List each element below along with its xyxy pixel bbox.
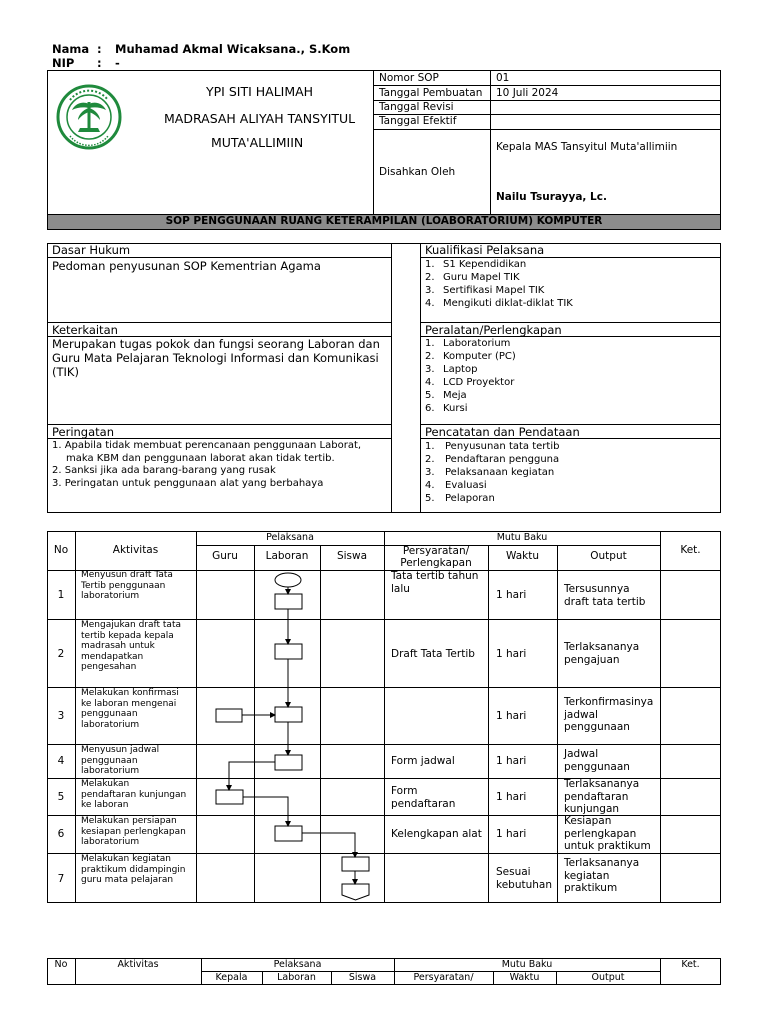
row-persyaratan: Draft Tata Tertib bbox=[391, 648, 475, 660]
nama-colon: : bbox=[97, 42, 102, 56]
col-no: No bbox=[53, 544, 69, 556]
row-persyaratan: Form pendaftaran bbox=[391, 785, 456, 810]
col-laboran: Laboran bbox=[265, 550, 309, 562]
col-ket: Ket. bbox=[680, 544, 701, 556]
dasar-hukum-title: Dasar Hukum bbox=[52, 243, 131, 257]
school-name-line1: MADRASAH ALIYAH TANSYITUL bbox=[164, 111, 356, 126]
list-item: 4. Evaluasi bbox=[425, 480, 487, 491]
list-item: maka KBM dan penggunaan laborat akan tidak tertib. bbox=[66, 452, 335, 464]
list-item: 3. Pelaksanaan kegiatan bbox=[425, 467, 555, 478]
col-waktu: Waktu bbox=[506, 550, 539, 562]
tanggal-efektif-label: Tanggal Efektif bbox=[379, 115, 457, 127]
col-guru: Guru bbox=[212, 550, 238, 562]
tanggal-pembuatan-label: Tanggal Pembuatan bbox=[379, 87, 483, 99]
row-no: 4 bbox=[57, 755, 65, 767]
col-siswa-2: Siswa bbox=[348, 972, 377, 983]
col-pelaksana-2: Pelaksana bbox=[273, 959, 322, 970]
col-laboran-2: Laboran bbox=[277, 972, 316, 983]
list-item: 2. Sanksi jika ada barang-barang yang rusak bbox=[52, 465, 276, 476]
list-item: 5. Meja bbox=[425, 390, 467, 401]
nomor-sop-label: Nomor SOP bbox=[379, 72, 439, 84]
row-persyaratan: Kelengkapan alat bbox=[391, 828, 482, 840]
row-aktivitas: Menyusun draft Tata Tertib penggunaan laboratorium bbox=[81, 570, 173, 601]
row-aktivitas: Melakukan konfirmasi ke laboran mengenai penggunaan laboratorium bbox=[81, 688, 179, 730]
nip-value: - bbox=[115, 56, 120, 70]
row-waktu: Sesuai kebutuhan bbox=[496, 866, 553, 891]
approver-name: Nailu Tsurayya, Lc. bbox=[496, 191, 607, 203]
row-aktivitas: Melakukan persiapan kesiapan perlengkapan laboratorium bbox=[81, 816, 186, 847]
list-item: 1. Laboratorium bbox=[425, 338, 511, 349]
start-terminator bbox=[275, 573, 301, 587]
row-waktu: 1 hari bbox=[496, 828, 527, 840]
keterkaitan-line1: Merupakan tugas pokok dan fungsi seorang Laboran dan bbox=[52, 337, 380, 351]
disahkan-label: Disahkan Oleh bbox=[379, 166, 456, 178]
row-no: 1 bbox=[57, 589, 65, 601]
col-aktivitas-2: Aktivitas bbox=[117, 959, 159, 970]
pencatatan-title: Pencatatan dan Pendataan bbox=[425, 425, 580, 439]
nama-value: Muhamad Akmal Wicaksana., S.Kom bbox=[115, 42, 351, 56]
process-box bbox=[275, 826, 302, 841]
row-output: Terlaksananya kegiatan praktikum bbox=[564, 857, 640, 894]
list-item: 1. Penyusunan tata tertib bbox=[425, 441, 560, 452]
tanggal-revisi-label: Tanggal Revisi bbox=[379, 101, 454, 113]
row-output: Terlaksananya pendaftaran kunjungan bbox=[564, 778, 640, 815]
process-box bbox=[275, 644, 302, 659]
col-ket-2: Ket. bbox=[681, 959, 700, 970]
approver-title: Kepala MAS Tansyitul Muta'allimiin bbox=[496, 141, 678, 153]
col-persyaratan: Persyaratan/ Perlengkapan bbox=[400, 545, 472, 569]
process-box bbox=[275, 755, 302, 770]
nip-label: NIP bbox=[52, 56, 75, 70]
row-aktivitas: Menyusun jadwal penggunaan laboratorium bbox=[81, 745, 160, 776]
flow-arrow bbox=[229, 762, 275, 790]
row-aktivitas: Melakukan kegiatan praktikum didampingin guru mata pelajaran bbox=[81, 854, 186, 885]
foundation-name: YPI SITI HALIMAH bbox=[206, 84, 314, 99]
row-aktivitas: Mengajukan draft tata tertib kepada kepala madrasah untuk mendapatkan pengesahan bbox=[81, 620, 181, 672]
row-output: Tersusunnya draft tata tertib bbox=[564, 583, 646, 608]
process-box bbox=[216, 709, 242, 722]
row-waktu: 1 hari bbox=[496, 648, 527, 660]
process-box bbox=[275, 707, 302, 722]
row-waktu: 1 hari bbox=[496, 755, 527, 767]
peringatan-title: Peringatan bbox=[52, 425, 115, 439]
tanggal-pembuatan-value: 10 Juli 2024 bbox=[496, 87, 559, 99]
col-kepala-2: Kepala bbox=[215, 972, 248, 983]
process-box bbox=[342, 857, 369, 871]
list-item: 2. Komputer (PC) bbox=[425, 351, 516, 362]
col-output: Output bbox=[590, 550, 627, 562]
end-connector bbox=[342, 884, 369, 900]
row-output: Terlaksananya pengajuan bbox=[564, 641, 640, 666]
col-aktivitas: Aktivitas bbox=[112, 544, 159, 556]
list-item: 4. LCD Proyektor bbox=[425, 377, 515, 388]
flow-arrow bbox=[243, 797, 288, 826]
row-waktu: 1 hari bbox=[496, 589, 527, 601]
row-aktivitas: Melakukan pendaftaran kunjungan ke laboran bbox=[81, 779, 187, 810]
col-pelaksana: Pelaksana bbox=[266, 532, 314, 543]
row-output: Kesiapan perlengkapan untuk praktikum bbox=[564, 815, 651, 852]
flow-arrow bbox=[302, 833, 355, 857]
list-item: 3. Laptop bbox=[425, 364, 478, 375]
row-persyaratan: Form jadwal bbox=[391, 755, 455, 767]
row-output: Terkonfirmasinya jadwal penggunaan bbox=[564, 696, 654, 733]
sop-title: SOP PENGGUNAAN RUANG KETERAMPILAN (LOABORATORIUM) KOMPUTER bbox=[165, 215, 603, 227]
list-item: 2. Guru Mapel TIK bbox=[425, 272, 520, 283]
row-no: 5 bbox=[57, 791, 65, 803]
list-item: 3. Peringatan untuk penggunaan alat yang berbahaya bbox=[52, 477, 324, 489]
row-no: 2 bbox=[57, 648, 65, 660]
row-persyaratan: Tata tertib tahun lalu bbox=[391, 570, 479, 595]
col-mutu-baku: Mutu Baku bbox=[496, 532, 548, 543]
row-no: 7 bbox=[57, 873, 65, 885]
row-waktu: 1 hari bbox=[496, 791, 527, 803]
row-output: Jadwal penggunaan bbox=[564, 748, 630, 773]
list-item: 1. S1 Kependidikan bbox=[425, 259, 527, 270]
col-no-2: No bbox=[54, 959, 68, 970]
col-mutu-baku-2: Mutu Baku bbox=[501, 959, 553, 970]
peralatan-title: Peralatan/Perlengkapan bbox=[425, 323, 562, 337]
list-item: 1. Apabila tidak membuat perencanaan penggunaan Laborat, bbox=[52, 440, 362, 451]
keterkaitan-line2: Guru Mata Pelajaran Teknologi Informasi dan Komunikasi bbox=[52, 351, 379, 365]
dasar-hukum-text: Pedoman penyusunan SOP Kementrian Agama bbox=[52, 259, 321, 273]
col-siswa: Siswa bbox=[336, 550, 368, 562]
nomor-sop-value: 01 bbox=[496, 72, 510, 84]
keterkaitan-title: Keterkaitan bbox=[52, 323, 118, 337]
list-item: 2. Pendaftaran pengguna bbox=[425, 454, 560, 465]
nama-label: Nama bbox=[52, 42, 90, 56]
process-box bbox=[275, 594, 302, 609]
nip-colon: : bbox=[97, 56, 102, 70]
row-waktu: 1 hari bbox=[496, 710, 527, 722]
kualifikasi-title: Kualifikasi Pelaksana bbox=[425, 243, 545, 257]
row-no: 3 bbox=[57, 710, 65, 722]
col-waktu-2: Waktu bbox=[509, 972, 540, 983]
process-box bbox=[216, 790, 243, 804]
row-no: 6 bbox=[57, 828, 65, 840]
keterkaitan-line3: (TIK) bbox=[52, 365, 79, 379]
list-item: 6. Kursi bbox=[425, 403, 468, 414]
school-name-line2: MUTA'ALLIMIIN bbox=[211, 135, 304, 150]
list-item: 4. Mengikuti diklat-diklat TIK bbox=[425, 298, 573, 309]
list-item: 3. Sertifikasi Mapel TIK bbox=[425, 285, 545, 296]
col-output-2: Output bbox=[591, 972, 625, 983]
col-persyaratan-2: Persyaratan/ bbox=[413, 972, 474, 983]
list-item: 5. Pelaporan bbox=[425, 493, 495, 504]
